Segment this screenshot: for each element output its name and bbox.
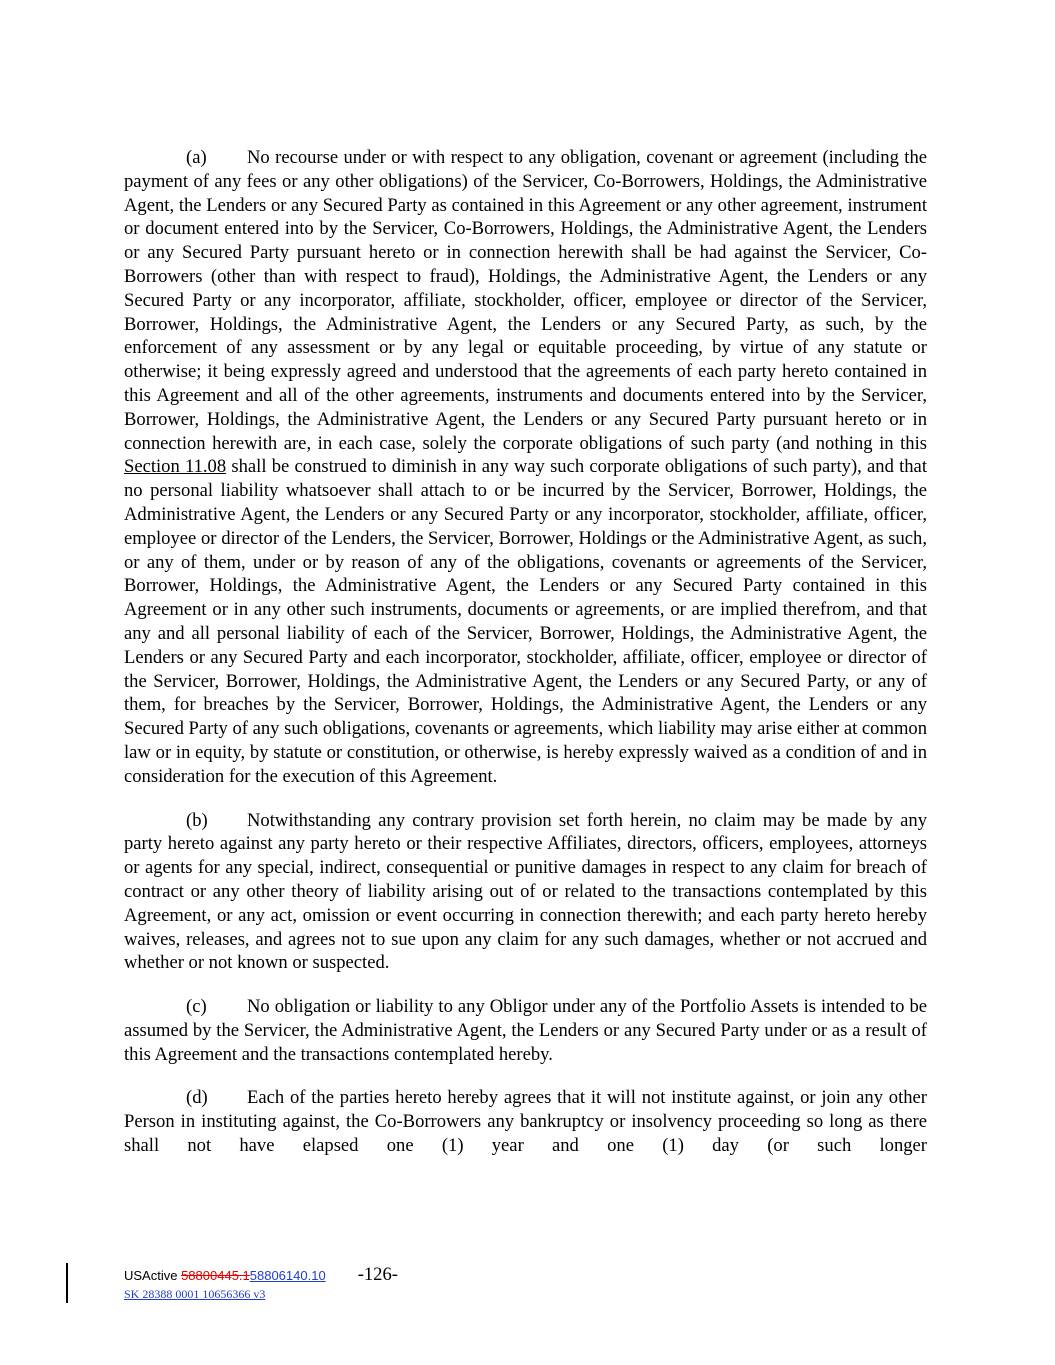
paragraph-label: (b) — [186, 809, 208, 831]
paragraph-text: No recourse under or with respect to any obligation, covenant or agreement (including the payment of any fees or any other obligations) of the Servicer, Co-Borrowers, Holdings, the Administrative Agent, the Lenders or any Secured Party as contained in this Agreement or any other agreement, instrument or document entered into by the Servicer, Co-Borrowers, Holdings, the Administrative Agent, the Lenders or any Secured Party pursuant hereto or in connection herewith shall be had against the Servicer, Co-Borrowers (other than with respect to fraud), Holdings, the Administrative Agent, the Lenders or any Secured Party or any incorporator, affiliate, stockholder, officer, employee or director of the Servicer, Borrower, Holdings, the Administrative Agent, the Lenders or any Secured Party, as such, by the enforcement of any assessment or by any legal or equitable proceeding, by virtue of any statute or otherwise; it being expressly agreed and understood that the agreements of each party hereto contained in this Agreement and all of the other agreements, instruments and documents entered into by the Servicer, Borrower, Holdings, the Administrative Agent, the Lenders or any Secured Party pursuant hereto or in connection herewith are, in each case, solely the corporate obligations of such party (and nothing in this — [124, 147, 927, 454]
paragraph-d — [124, 1086, 927, 1157]
paragraph-label: (d) — [186, 1087, 208, 1109]
deleted-document-id: 58800445.1 — [181, 1268, 250, 1283]
change-bar — [66, 1263, 68, 1303]
paragraph-a — [124, 146, 927, 789]
page-footer — [124, 1263, 624, 1301]
paragraph-label: (a) — [186, 147, 207, 168]
section-reference-link: Section 11.08 — [124, 456, 227, 478]
paragraph-label: (c) — [186, 996, 207, 1018]
paragraph-text: Each of the parties hereto hereby agrees that it will not institute against, or join any other Person in instituting against, the Co-Borrowers any bankruptcy or insolvency proceeding so long as there shall not have elapsed one (1) year and one (1) day (or such longer — [124, 1087, 927, 1157]
paragraph-text: No obligation or liability to any Obligor under any of the Portfolio Assets is intended to be assumed by the Servicer, the Administrative Agent, the Lenders or any Secured Party under or as a result of this Agreement and the transactions contemplated hereby. — [124, 996, 927, 1065]
page-number: -126- — [357, 1264, 398, 1285]
document-id-line — [124, 1263, 624, 1287]
sk-document-reference: SK 28388 0001 10656366 v3 — [124, 1287, 266, 1301]
paragraph-c — [124, 995, 927, 1066]
document-id-prefix: USActive — [124, 1268, 182, 1283]
paragraph-text-continued: shall be construed to diminish in any way such corporate obligations of such party), and that no personal liability whatsoever shall attach to or be incurred by the Servicer, Borrower, Holdings, the Administrative Agent, the Lenders or any Secured Party or any incorporator, stockholder, affiliate, officer, employee or director of the Lenders, the Servicer, Borrower, Holdings or the Administrative Agent, as such, or any of them, under or by reason of any of the obligations, covenants or agreements of the Servicer, Borrower, Holdings, the Administrative Agent, the Lenders or any Secured Party contained in this Agreement or in any other such instruments, documents or agreements, or are implied therefrom, and that any and all personal liability of each of the Servicer, Borrower, Holdings, the Administrative Agent, the Lenders or any Secured Party and each incorporator, stockholder, affiliate, officer, employee or director of the Servicer, Borrower, Holdings, the Administrative Agent, the Lenders or any Secured Party, or any of them, for breaches by the Servicer, Borrower, Holdings, the Administrative Agent, the Lenders or any Secured Party of any such obligations, covenants or agreements, which liability may arise either at common law or in equity, by statute or constitution, or otherwise, is hereby expressly waived as a condition of and in consideration for the execution of this Agreement. — [124, 456, 927, 787]
inserted-document-id: 58806140.10 — [249, 1268, 326, 1283]
paragraph-text: Notwithstanding any contrary provision set forth herein, no claim may be made by any party hereto against any party hereto or their respective Affiliates, directors, officers, employees, attorneys or agents for any special, indirect, consequential or punitive damages in respect to any claim for breach of contract or any other theory of liability arising out of or related to the transactions contemplated by this Agreement, or any act, omission or event occurring in connection therewith; and each party hereto hereby waives, releases, and agrees not to sue upon any claim for any such damages, whether or not accrued and whether or not known or suspected. — [124, 809, 927, 974]
paragraph-b — [124, 809, 927, 976]
document-body — [124, 146, 927, 1178]
